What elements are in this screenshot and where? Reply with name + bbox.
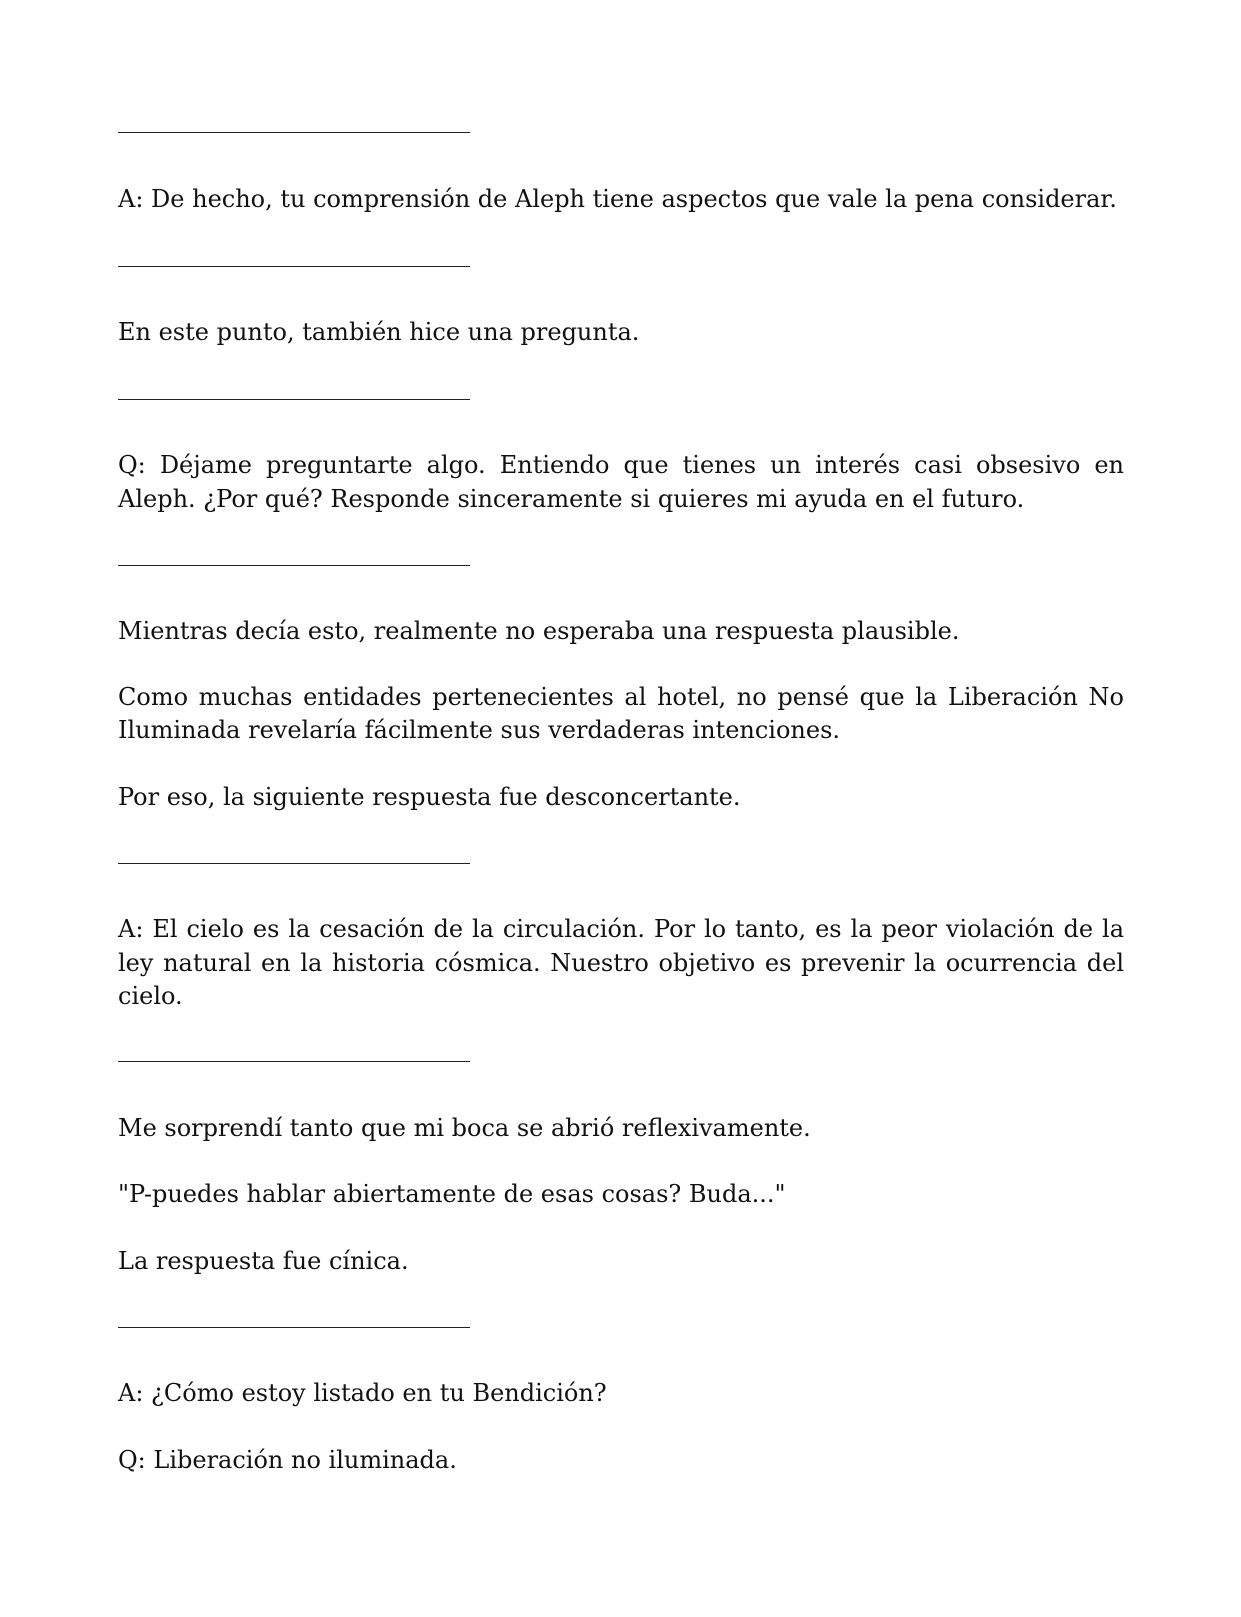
paragraph-heaven-line-1: A: El cielo es la cesación de la circulación. Por lo tanto, es la peor violación de la <box>118 915 1124 943</box>
paragraph-heaven-line-3: cielo. <box>118 982 183 1010</box>
paragraph-heaven-line-2: ley natural en la historia cósmica. Nuestro objetivo es prevenir la ocurrencia del <box>118 949 1124 977</box>
paragraph-question-liberation: Q: Liberación no iluminada. <box>118 1446 457 1474</box>
paragraph-question-line-1: Q: Déjame preguntarte algo. Entiendo que tienes un interés casi obsesivo en <box>118 451 1124 479</box>
section-separator <box>118 266 470 267</box>
section-separator <box>118 565 470 566</box>
paragraph-hotel-line-1: Como muchas entidades pertenecientes al hotel, no pensé que la Liberación No <box>118 683 1124 711</box>
paragraph-hotel-line-2: Iluminada revelaría fácilmente sus verdaderas intenciones. <box>118 716 841 744</box>
section-separator <box>118 1061 470 1062</box>
paragraph-dialogue-buda: "P-puedes hablar abiertamente de esas cosas? Buda..." <box>118 1180 786 1208</box>
section-separator <box>118 132 470 133</box>
paragraph-answer-blessing: A: ¿Cómo estoy listado en tu Bendición? <box>118 1379 607 1407</box>
section-separator <box>118 1327 470 1328</box>
paragraph-cynical-reply: La respuesta fue cínica. <box>118 1247 409 1275</box>
paragraph-question-line-2: Aleph. ¿Por qué? Responde sinceramente si quieres mi ayuda en el futuro. <box>118 485 1025 513</box>
paragraph-surprise: Me sorprendí tanto que mi boca se abrió reflexivamente. <box>118 1114 811 1142</box>
paragraph-question-intro: En este punto, también hice una pregunta. <box>118 318 640 346</box>
paragraph-answer-aleph: A: De hecho, tu comprensión de Aleph tiene aspectos que vale la pena considerar. <box>118 185 1117 213</box>
section-separator <box>118 863 470 864</box>
paragraph-expectation: Mientras decía esto, realmente no esperaba una respuesta plausible. <box>118 617 960 645</box>
section-separator <box>118 399 470 400</box>
paragraph-surprising-response: Por eso, la siguiente respuesta fue desconcertante. <box>118 783 741 811</box>
